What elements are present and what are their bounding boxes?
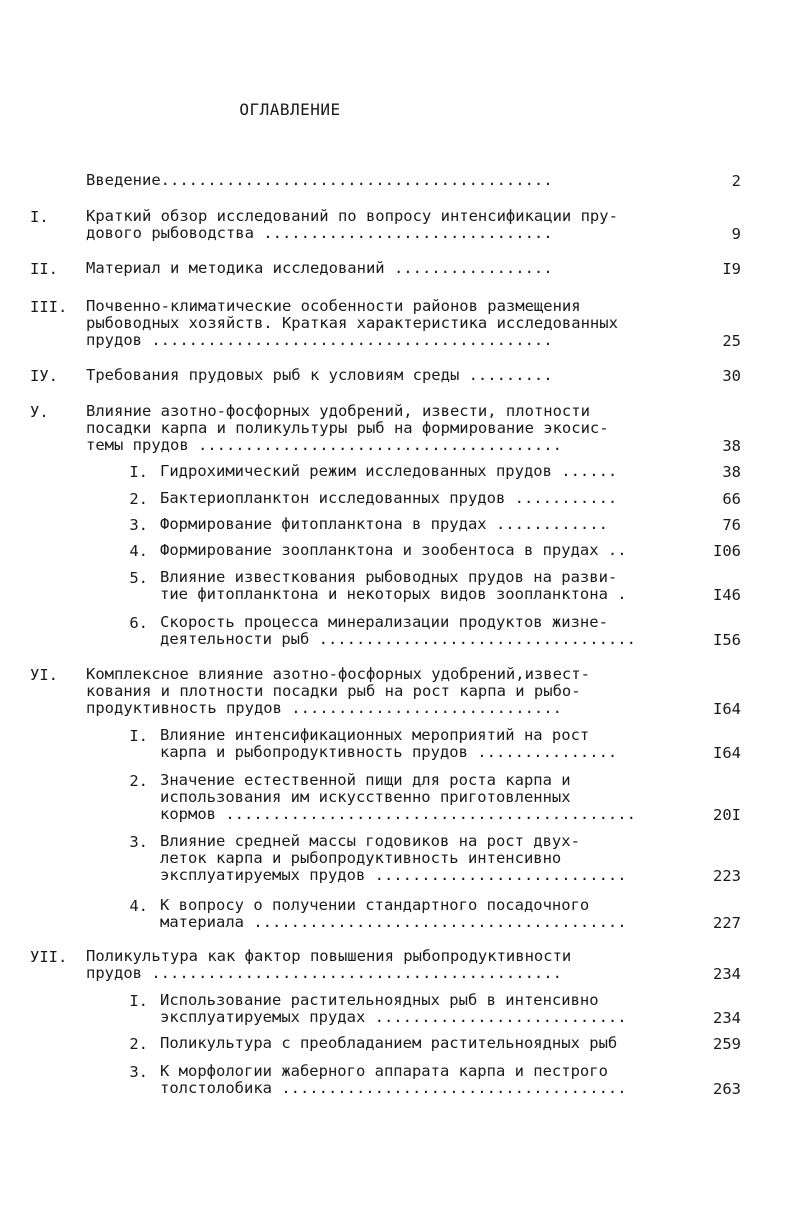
toc-entry-number: I.	[30, 208, 49, 226]
toc-entry	[0, 367, 793, 384]
toc-entry-line: темы прудов .......................................	[86, 437, 562, 454]
toc-entry-title	[160, 897, 627, 931]
toc-entry-line: Бактериопланктон исследованных прудов ...........	[160, 490, 618, 507]
toc-page-number: 76	[722, 516, 741, 534]
toc-entry-number: III.	[30, 298, 68, 316]
toc-page-number: 263	[713, 1080, 741, 1098]
toc-entry-number: 2.	[129, 490, 148, 508]
toc-page-number: 2	[731, 172, 741, 190]
toc-entry-number: 6.	[129, 614, 148, 632]
toc-entry-title	[86, 208, 618, 242]
toc-entry	[0, 298, 793, 349]
toc-entry-number: II.	[30, 260, 58, 278]
toc-page-number: 20I	[713, 806, 741, 824]
toc-entry-line: Гидрохимический режим исследованных прудов ......	[160, 463, 618, 480]
page-title: ОГЛАВЛЕНИЕ	[239, 100, 341, 119]
toc-entry-line: посадки карпа и поликультуры рыб на формирование экосис-	[86, 420, 609, 437]
toc-entry	[0, 463, 793, 480]
toc-entry-line: дового рыбоводства ...............................	[86, 225, 553, 242]
toc-entry-line: карпа и рыбопродуктивность прудов ...............	[160, 744, 618, 761]
toc-entry-number: 2.	[129, 772, 148, 790]
toc-page-number: 9	[731, 225, 741, 243]
toc-entry-line: тие фитопланктона и некоторых видов зоопланктона .	[160, 586, 627, 603]
toc-entry-title	[160, 1063, 627, 1097]
toc-page-number: I64	[713, 700, 741, 718]
toc-page-number: I46	[713, 586, 741, 604]
toc-entry-title	[86, 948, 571, 982]
toc-page-number: 259	[713, 1035, 741, 1053]
toc-entry-line: Поликультура с преобладанием растительноядных рыб	[160, 1035, 618, 1052]
toc-page-number: I06	[713, 542, 741, 560]
toc-entry-line: Использование растительноядных рыб в интенсивно	[160, 992, 599, 1009]
toc-entry-title	[160, 772, 636, 823]
toc-page-number: 66	[722, 490, 741, 508]
toc-entry-title	[86, 298, 618, 349]
toc-entry-title	[160, 992, 627, 1026]
toc-entry-line: Введение..........................................	[86, 172, 553, 189]
toc-entry-number: IУ.	[30, 367, 58, 385]
toc-entry-line: К морфологии жаберного аппарата карпа и пестрого	[160, 1063, 608, 1080]
toc-entry-line: Поликультура как фактор повышения рыбопродуктивности	[86, 948, 572, 965]
toc-entry	[0, 614, 793, 648]
toc-entry-line: Влияние средней массы годовиков на рост двух-	[160, 833, 580, 850]
toc-entry-line: Формирование фитопланктона в прудах ............	[160, 516, 608, 533]
toc-page-number: 38	[722, 463, 741, 481]
toc-entry-title	[86, 403, 609, 454]
toc-entry-line: леток карпа и рыбопродуктивность интенсивно	[160, 850, 562, 867]
toc-entry-title	[160, 542, 627, 559]
toc-entry-number: I.	[129, 727, 148, 745]
toc-entry	[0, 172, 793, 189]
toc-entry	[0, 403, 793, 454]
toc-entry-line: Влияние известкования рыбоводных прудов на разви-	[160, 569, 618, 586]
toc-entry-title	[160, 727, 617, 761]
toc-entry	[0, 569, 793, 603]
toc-entry	[0, 772, 793, 823]
toc-entry-line: Материал и методика исследований .................	[86, 260, 553, 277]
toc-page-number: I9	[722, 260, 741, 278]
toc-entry-line: материала ........................................	[160, 914, 627, 931]
toc-entry-line: К вопросу о получении стандартного посадочного	[160, 897, 590, 914]
toc-entry-number: УII.	[30, 948, 68, 966]
toc-entry-title	[160, 516, 608, 533]
toc-entry-line: Скорость процесса минерализации продуктов жизне-	[160, 614, 608, 631]
toc-entry	[0, 490, 793, 507]
toc-entry-line: Влияние интенсификационных мероприятий на рост	[160, 727, 590, 744]
toc-entry-title	[86, 666, 590, 717]
toc-entry-title	[160, 1035, 617, 1052]
toc-entry	[0, 208, 793, 242]
toc-entry-line: Влияние азотно-фосфорных удобрений, извести, плотности	[86, 403, 590, 420]
toc-entry-title	[160, 569, 627, 603]
toc-entry-number: УI.	[30, 666, 58, 684]
toc-entry-title	[160, 614, 636, 648]
toc-entry-title	[86, 260, 553, 277]
toc-page-number: I64	[713, 744, 741, 762]
toc-entry-number: У.	[30, 403, 49, 421]
toc-page-number: 25	[722, 332, 741, 350]
toc-entry	[0, 666, 793, 717]
toc-entry-line: Требования прудовых рыб к условиям среды .........	[86, 367, 553, 384]
toc-entry-line: рыбоводных хозяйств. Краткая характеристика исследованных	[86, 315, 618, 332]
toc-page-number: 227	[713, 914, 741, 932]
toc-entry	[0, 727, 793, 761]
toc-entry-number: I.	[129, 463, 148, 481]
toc-entry-number: I.	[129, 992, 148, 1010]
toc-entry-title	[86, 367, 553, 384]
toc-entry-line: продуктивность прудов .............................	[86, 700, 562, 717]
toc-entry-line: Комплексное влияние азотно-фосфорных удобрений,извест-	[86, 666, 590, 683]
toc-entry-number: 2.	[129, 1035, 148, 1053]
toc-entry	[0, 897, 793, 931]
toc-entry-title	[160, 463, 617, 480]
toc-entry-line: Почвенно-климатические особенности районов размещения	[86, 298, 581, 315]
toc-page-number: I56	[713, 631, 741, 649]
toc-page-number: 38	[722, 437, 741, 455]
toc-entry-number: 3.	[129, 516, 148, 534]
toc-entry-title	[160, 490, 617, 507]
toc-entry-line: кования и плотности посадки рыб на рост карпа и рыбо-	[86, 683, 581, 700]
toc-page-number: 30	[722, 367, 741, 385]
toc-entry-line: прудов ............................................	[86, 965, 562, 982]
toc-entry-line: использования им искусственно приготовленных	[160, 789, 571, 806]
toc-entry-line: кормов ............................................	[160, 806, 636, 823]
toc-page-number: 234	[713, 1009, 741, 1027]
toc-entry-line: эксплуатируемых прудах ...........................	[160, 1009, 627, 1026]
toc-entry	[0, 1063, 793, 1097]
toc-entry-line: Краткий обзор исследований по вопросу интенсификации пру-	[86, 208, 618, 225]
toc-entry	[0, 516, 793, 533]
toc-entry-number: 4.	[129, 897, 148, 915]
toc-page-number: 234	[713, 965, 741, 983]
toc-entry-title	[86, 172, 553, 189]
toc-entry-line: Формирование зоопланктона и зообентоса в прудах ..	[160, 542, 627, 559]
toc-entry-number: 3.	[129, 1063, 148, 1081]
toc-entry-number: 5.	[129, 569, 148, 587]
toc-entry-number: 4.	[129, 542, 148, 560]
toc-entry-title	[160, 833, 627, 884]
toc-entry-line: толстолобика .....................................	[160, 1080, 627, 1097]
toc-page-number: 223	[713, 867, 741, 885]
toc-entry-line: прудов ...........................................	[86, 332, 553, 349]
toc-entry-line: Значение естественной пищи для роста карпа и	[160, 772, 571, 789]
toc-entry-line: эксплуатируемых прудов ...........................	[160, 867, 627, 884]
toc-entry-line: деятельности рыб ..................................	[160, 631, 636, 648]
toc-entry	[0, 1035, 793, 1052]
toc-entry	[0, 948, 793, 982]
toc-entry-number: 3.	[129, 833, 148, 851]
toc-entry	[0, 542, 793, 559]
toc-entry	[0, 260, 793, 277]
toc-entry	[0, 833, 793, 884]
toc-entry	[0, 992, 793, 1026]
